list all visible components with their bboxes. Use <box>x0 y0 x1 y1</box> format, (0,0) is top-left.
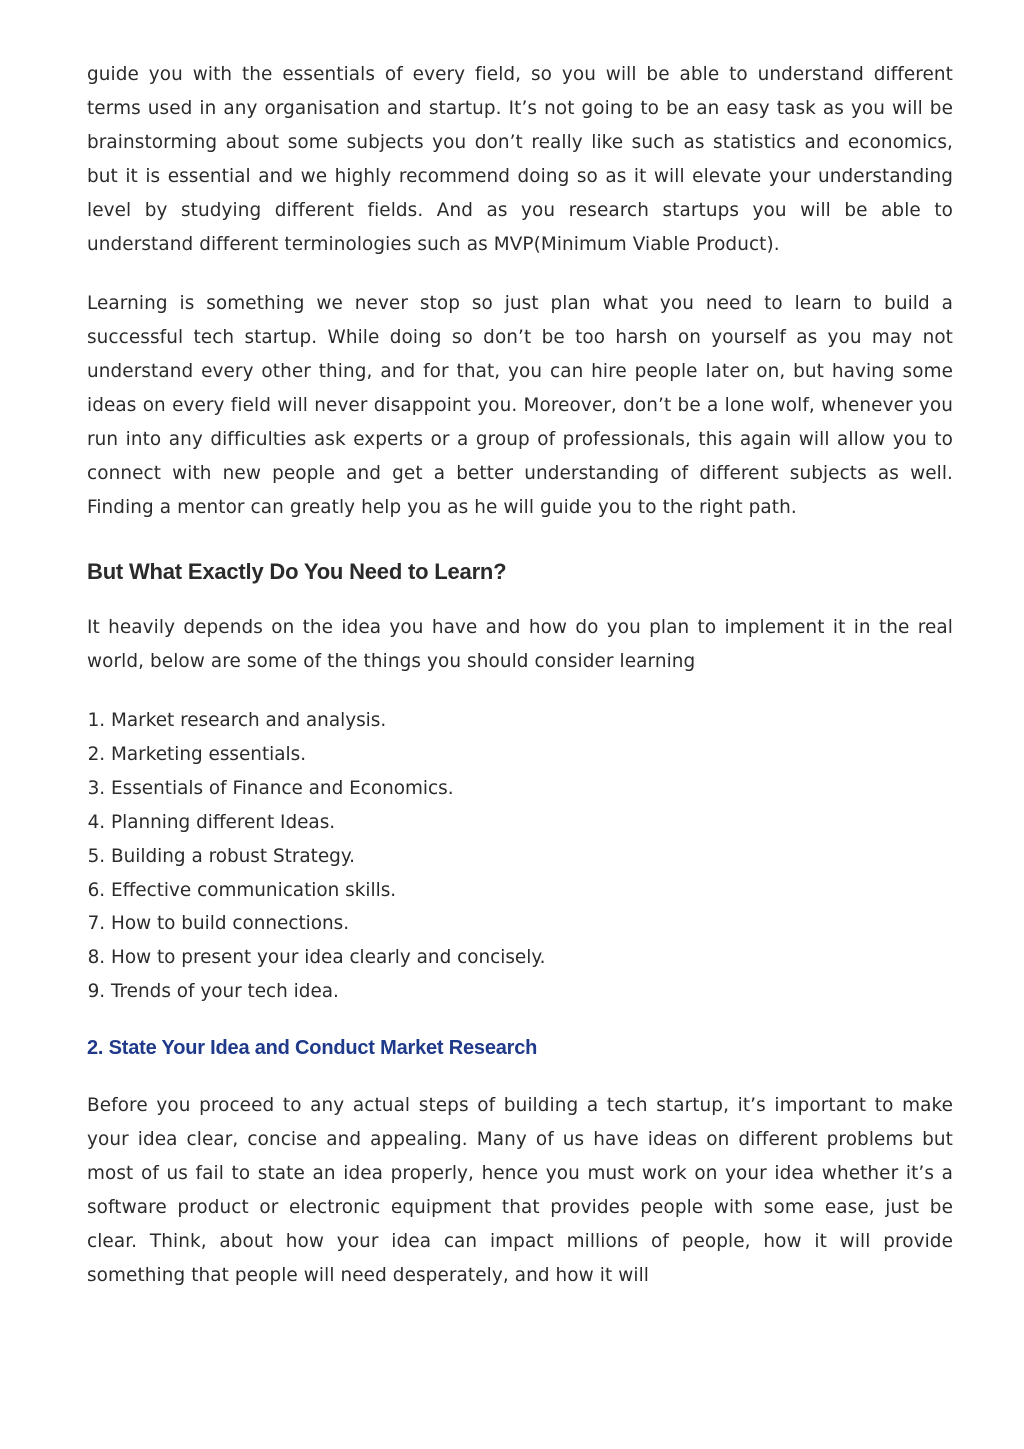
list-item-text: Effective communication skills. <box>111 879 397 901</box>
document-page <box>87 58 953 1293</box>
list-item-number: 1. <box>87 710 106 731</box>
paragraph-learning: Learning is something we never stop so just plan what you need to learn to build a successful tech startup. While doing so don’t be too harsh on yourself as you may not understand every other thing, and for that, you can hire people later on, but having some ideas on every field will never disappoint you. Moreover, don’t be a lone wolf, whenever you run into any difficulties ask experts or a group of professionals, this again will allow you to connect with new people and get a better understanding of different subjects as well. Finding a mentor can greatly help you as he will guide you to the right path. <box>87 293 953 518</box>
list-item-text: Trends of your tech idea. <box>111 981 339 1003</box>
paragraph-essentials: guide you with the essentials of every field, so you will be able to understand different terms used in any organisation and startup. It’s not going to be an easy task as you will be brainstorming about some subjects you don’t really like such as statistics and economics, but it is essential and we highly recommend doing so as it will elevate your understanding level by studying different fields. And as you research startups you will be able to understand different terminologies such as MVP(Minimum Viable Product). <box>87 64 953 255</box>
list-item-number: 2. <box>87 743 106 765</box>
list-item-number: 6. <box>87 879 106 901</box>
list-item <box>87 941 953 975</box>
list-item-number: 9. <box>87 981 106 1003</box>
list-item-text: Market research and analysis. <box>111 710 387 731</box>
heading-what-to-learn: But What Exactly Do You Need to Learn? <box>87 559 507 584</box>
list-item-text: Planning different Ideas. <box>111 811 336 833</box>
list-item-number: 3. <box>87 777 106 799</box>
list-item-text: Building a robust Strategy. <box>111 845 355 867</box>
list-item <box>87 772 953 806</box>
list-item <box>87 907 953 941</box>
list-item-number: 8. <box>87 947 106 969</box>
paragraph-depends-on-idea: It heavily depends on the idea you have and how do you plan to implement it in the real world, below are some of the things you should consider learning <box>87 617 953 672</box>
list-item <box>87 738 953 772</box>
list-item-number: 5. <box>87 845 106 867</box>
learning-list <box>87 704 953 1009</box>
list-item-text: How to build connections. <box>111 913 350 935</box>
list-item <box>87 840 953 874</box>
list-item <box>87 806 953 840</box>
paragraph-state-idea: Before you proceed to any actual steps of building a tech startup, it’s important to make your idea clear, concise and appealing. Many of us have ideas on different problems but most of us fail to state an idea properly, hence you must work on your idea whether it’s a software product or electronic equipment that provides people with some ease, just be clear. Think, about how your idea can impact millions of people, how it will provide something that people will need desperately, and how it will <box>87 1095 953 1287</box>
list-item-number: 4. <box>87 811 106 833</box>
heading-state-your-idea: 2. State Your Idea and Conduct Market Research <box>87 1037 538 1060</box>
list-item <box>87 975 953 1009</box>
list-item-text: Essentials of Finance and Economics. <box>111 777 454 799</box>
list-item-text: Marketing essentials. <box>111 743 307 765</box>
list-item-text: How to present your idea clearly and concisely. <box>111 947 546 969</box>
list-item <box>87 874 953 908</box>
list-item-number: 7. <box>87 913 106 935</box>
list-item <box>87 704 953 738</box>
